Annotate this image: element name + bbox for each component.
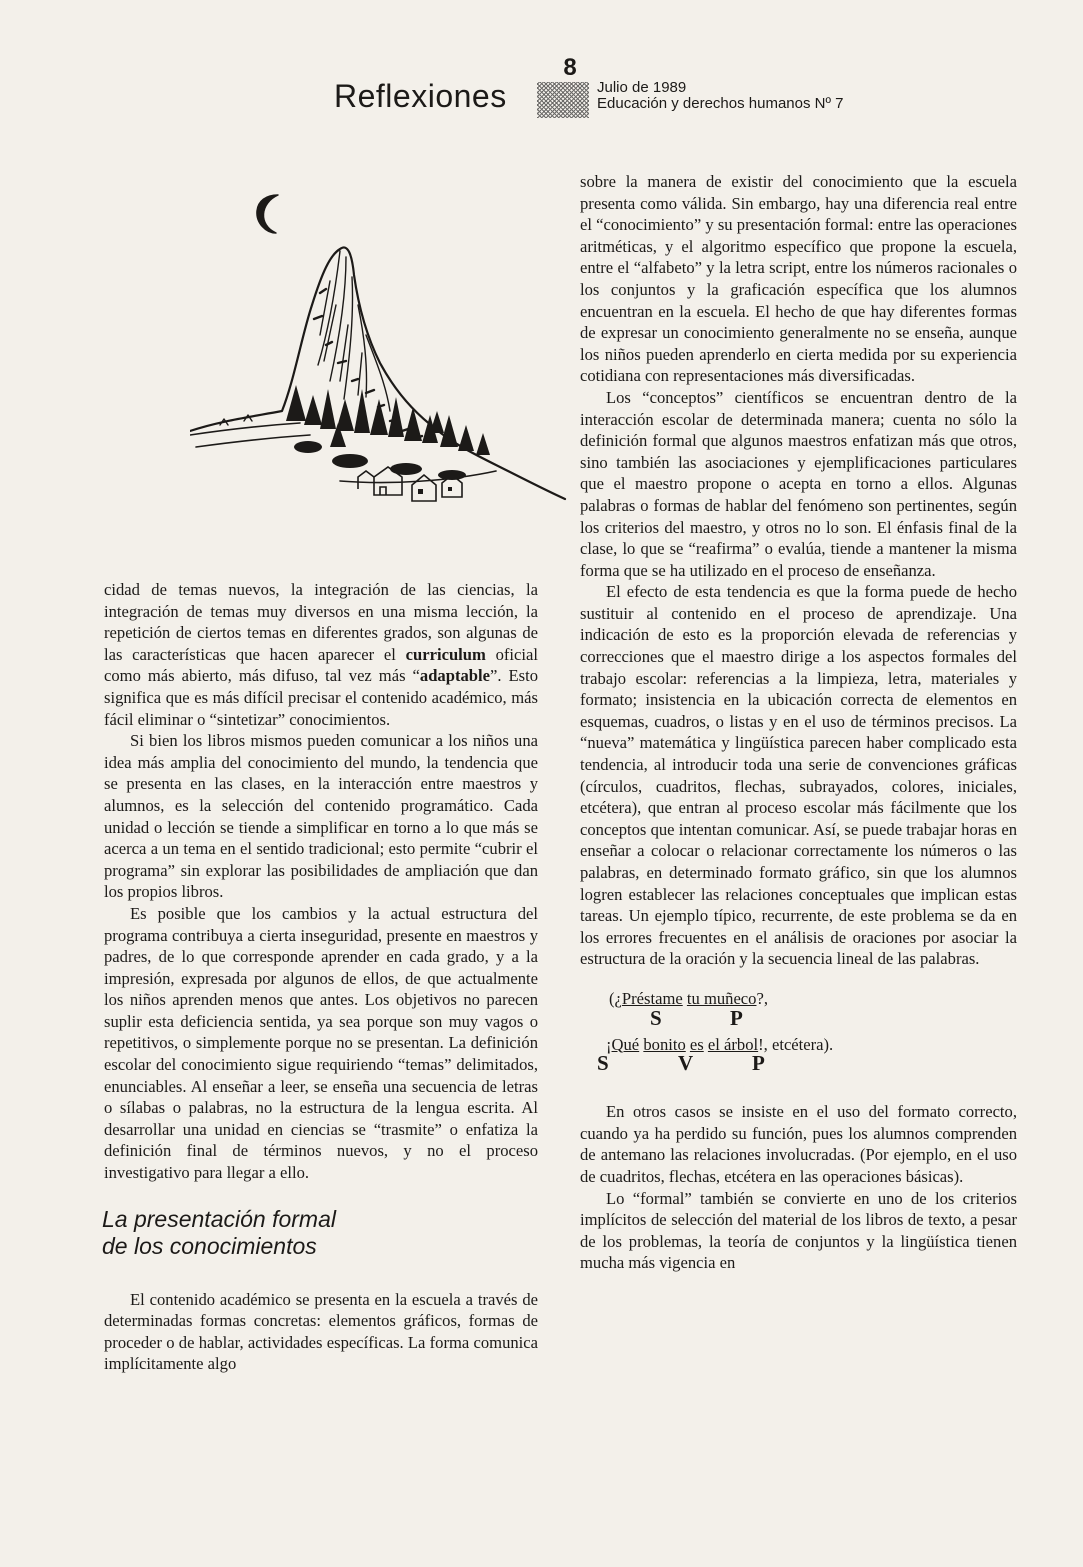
text-run: cidad de temas nuevos, la integración de las ciencias, la integración de temas muy diversos en una misma lección, la repetición de ciertos temas en diferentes grados, son algunas de las características que hacen aparecer el bbox=[104, 580, 538, 664]
page-number: 8 bbox=[563, 54, 577, 81]
mountain-village-illustration bbox=[190, 185, 570, 530]
issue-date: Julio de 1989 bbox=[597, 79, 687, 96]
left-paragraph-3: Es posible que los cambios y la actual estructura del programa contribuya a cierta inseguridad, presente en maestros y padres, de lo que corresponde aprender en cada grado, y a la impresión, expresada por algunos de ellos, de que actualmente los niños aprenden menos que antes. Los objetivos no parecen suplir esta deficiencia sentida, ya sea porque son muy vagos o repetitivos, o simplemente porque no se presentan. La definición escolar del conocimiento sigue requiriendo “temas” delimitados, enunciables. Al enseñar a leer, se enseña una secuencia de letras o sílabas o palabras, no la estructura de la lengua escrita. Al desarrollar una unidad en ciencias se “trasmite” o enfatiza la definición final de términos nuevos, y no el proceso investigativo para llegar a ello. bbox=[104, 903, 538, 1183]
text-run: ¡ bbox=[606, 1034, 612, 1054]
text-run: ”. Esto significa que es más difícil precisar el contenido académico, más fácil eliminar o “sintetizar” conocimientos. bbox=[104, 666, 538, 729]
example-2-line bbox=[580, 1034, 1017, 1056]
subject-label: S bbox=[597, 1051, 609, 1076]
right-paragraph-5: Lo “formal” también se convierte en uno de los criterios implícitos de selección del material de los libros de texto, a pesar de los problemas, la teoría de conjuntos y la lingüística tienen mucha más vigencia en bbox=[580, 1188, 1017, 1273]
grammar-examples bbox=[580, 988, 1017, 1079]
section-heading bbox=[102, 1206, 538, 1260]
subject-label: S bbox=[650, 1005, 662, 1030]
bold-term-curriculum: curriculum bbox=[405, 644, 486, 664]
text-run: (¿ bbox=[609, 988, 622, 1008]
right-paragraph-4: En otros casos se insiste en el uso del formato correcto, cuando ya ha perdido su función, pues los alumnos comprenden de antemano las relaciones involucradas. (Por ejemplo, en el uso de cuadritos, flechas, etcétera en las operaciones básicas). bbox=[580, 1102, 1017, 1186]
issue-info bbox=[597, 80, 843, 112]
left-column bbox=[104, 579, 538, 1375]
underlined-word: es bbox=[689, 1034, 704, 1054]
underlined-word: bonito bbox=[643, 1034, 686, 1054]
right-paragraph-1: sobre la manera de existir del conocimiento que la escuela presenta como válida. Sin embargo, hay una diferencia real entre el “conocimiento” y su presentación formal: entre las operaciones aritméticas, y el algoritmo específico que propone la escuela, entre el “alfabeto” y la letra script, entre los números racionales o los conjuntos y la graficación específica que los alumnos encuentran en la escuela. El hecho de que hay diferentes formas de expresar un conocimiento generalmente no se enseña, aunque los niños pueden aprenderlo en cierta medida por su experiencia cotidiana con representaciones más diversificadas. bbox=[580, 172, 1017, 386]
left-paragraph-2: Si bien los libros mismos pueden comunicar a los niños una idea más amplia del conocimiento del mundo, la tendencia que se presenta en las clases, en la interacción entre maestros y alumnos, es la selección del contenido programático. Cada unidad o lección se tiende a simplificar en torno a lo que más se acerca a un tema en el sentido tradicional; esto permite “cubrir el programa” sin explorar las posibilidades de ampliación que dan los propios libros. bbox=[104, 731, 538, 902]
example-1-labels bbox=[580, 1005, 1017, 1034]
text-run: oficial como más abierto, más difuso, tal vez más “ bbox=[104, 644, 538, 686]
text-run: ?, bbox=[756, 988, 768, 1008]
section-heading-line-2: de los conocimientos bbox=[102, 1232, 317, 1259]
right-paragraph-2: Los “conceptos” científicos se encuentran dentro de la interacción escolar de determinada manera; cuenta no sólo la definición formal que algunos maestros enfatizan más que otros, sino también las asociaciones y ejemplificaciones particulares que el maestro propone o acepta en torno a ellos. Algunas palabras o formas de hablar del fenómeno son pertinentes, según los criterios del maestro, y otros no lo son. El énfasis final de la clase, lo que se “reafirma” o evalúa, tiende a mantener la misma forma que se ha utilizado en el proceso de enseñanza. bbox=[580, 387, 1017, 580]
section-heading-line-1: La presentación formal bbox=[102, 1205, 336, 1232]
left-paragraph-1 bbox=[104, 579, 538, 730]
underlined-word: el árbol bbox=[707, 1034, 759, 1054]
verb-label: V bbox=[678, 1051, 694, 1076]
underlined-word: Préstame bbox=[621, 988, 683, 1008]
left-paragraph-4: El contenido académico se presenta en la escuela a través de determinadas formas concretas: elementos gráficos, formas de proceder o de hablar, actividades específicas. La forma comunica implícitamente algo bbox=[104, 1289, 538, 1374]
right-column bbox=[580, 171, 1017, 1274]
issue-title: Educación y derechos humanos Nº 7 bbox=[597, 95, 844, 112]
underlined-word: tu muñeco bbox=[686, 988, 757, 1008]
predicate-label: P bbox=[752, 1051, 765, 1076]
bold-term-adaptable: adaptable bbox=[419, 666, 490, 686]
example-2-labels bbox=[580, 1051, 1017, 1079]
predicate-label: P bbox=[730, 1005, 743, 1030]
hatch-pattern-icon bbox=[537, 82, 589, 118]
example-1-line bbox=[580, 988, 1017, 1010]
publication-title: Reflexiones bbox=[334, 78, 507, 114]
right-paragraph-3: El efecto de esta tendencia es que la forma puede de hecho sustituir al contenido en el proceso de aprendizaje. Una indicación de esto es la proporción elevada de referencias y correcciones que el maestro dirige a los aspectos formales del trabajo escolar: referencias a la limpieza, letra, materiales y formato; insistencia en la ubicación correcta de elementos en esquemas, cuadros, o listas y en el uso de términos precisos. La “nueva” matemática y lingüística parecen haber complicado esta tendencia, al introducir toda una serie de convenciones gráficas (círculos, cuadritos, flechas, subrayados, colores, iniciales, etcétera), que entran al proceso escolar más fácilmente que los conceptos que intentan comunicar. Así, se puede trabajar horas en enseñar a colocar o relacionar correctamente los números o las palabras, en determinado formato gráfico, sin que los alumnos logren establecer las relaciones conceptuales que implican estas tareas. Un ejemplo típico, recurrente, de este problema se da en los errores frecuentes en el análisis de oraciones por asociar la estructura de la oración y la secuencia lineal de las palabras. bbox=[580, 582, 1017, 969]
text-run: !, etcétera). bbox=[758, 1034, 834, 1054]
underlined-word: Qué bbox=[611, 1034, 640, 1054]
